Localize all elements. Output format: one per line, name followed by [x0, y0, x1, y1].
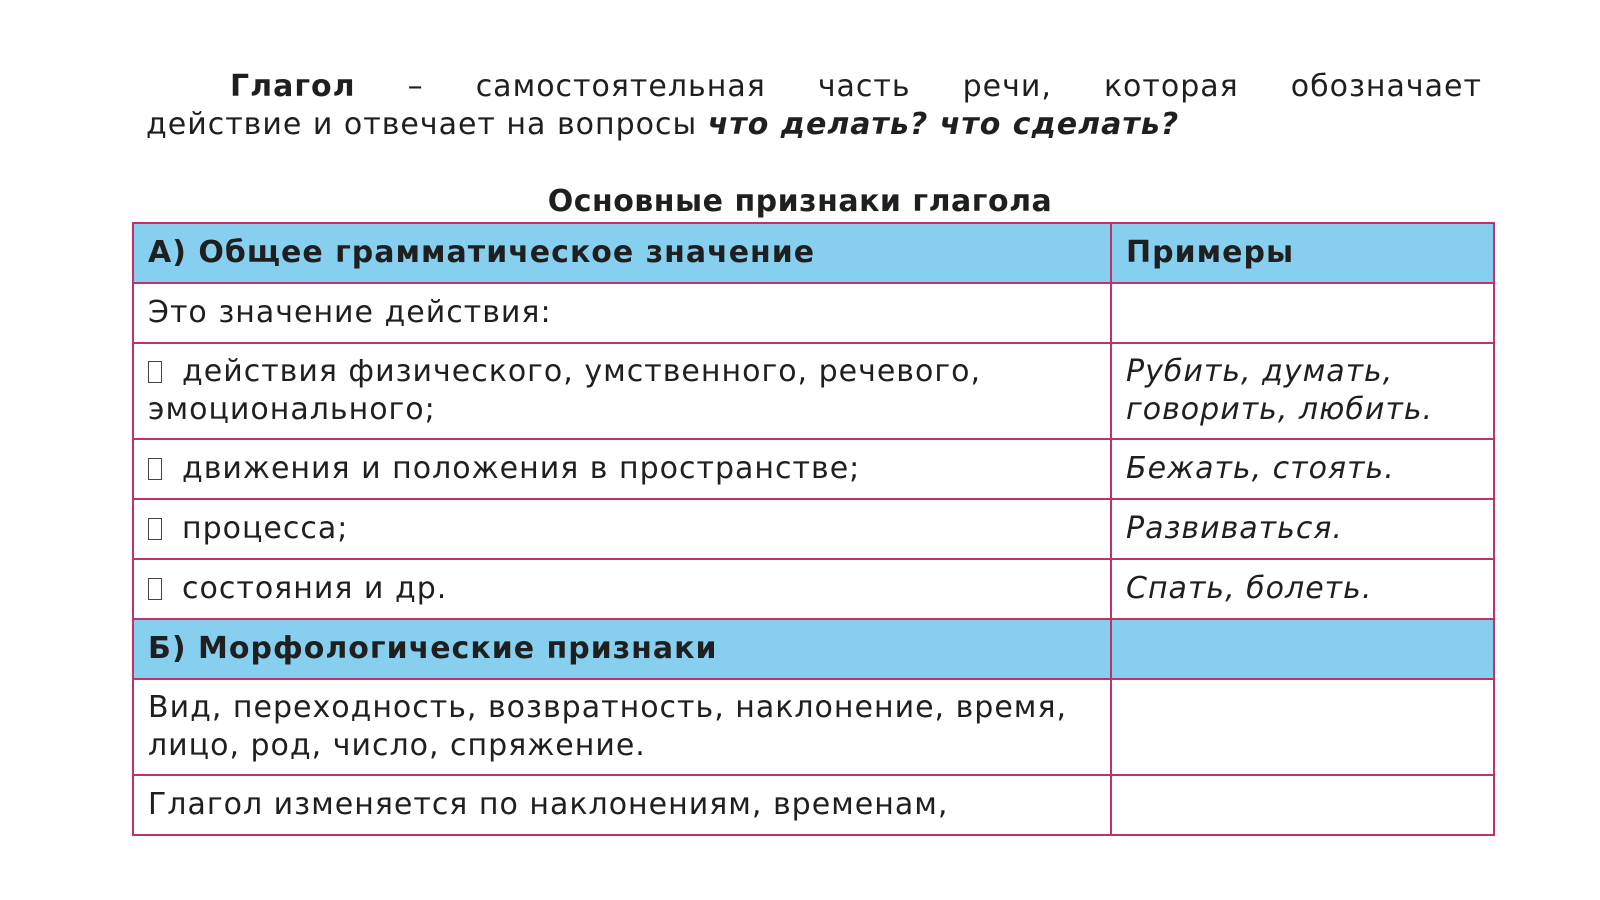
bullet-icon: [148, 518, 162, 540]
definition-paragraph: [146, 68, 1482, 144]
table-title: Основные признаки глагола: [547, 184, 1053, 219]
row-example: Спать, болеть.: [1111, 559, 1494, 619]
definition-line-2: [146, 106, 1482, 144]
table-row: [133, 679, 1494, 775]
row-example: [1111, 679, 1494, 775]
row-text: действия физического, умственного, речевого, эмоционального;: [148, 354, 981, 427]
section-a-header-row: [133, 223, 1494, 283]
bullet-icon: [148, 458, 162, 480]
definition-line-1: [146, 68, 1482, 106]
row-text: состояния и др.: [182, 571, 448, 606]
row-example: Рубить, думать, говорить, любить.: [1111, 343, 1494, 439]
table-row: [133, 775, 1494, 835]
bullet-icon: [148, 361, 162, 383]
definition-word: часть: [817, 69, 911, 104]
definition-word: обозначает: [1290, 69, 1482, 104]
definition-word: речи,: [962, 69, 1052, 104]
row-text: Глагол изменяется по наклонениям, временам,: [133, 775, 1111, 835]
row-cell: [133, 499, 1111, 559]
section-b-examples-header: [1111, 619, 1494, 679]
definition-word: которая: [1103, 69, 1239, 104]
definition-term: Глагол: [230, 69, 356, 104]
table-row: [133, 343, 1494, 439]
table-row: [133, 499, 1494, 559]
row-example: Бежать, стоять.: [1111, 439, 1494, 499]
table-row: [133, 439, 1494, 499]
row-text: движения и положения в пространстве;: [182, 451, 861, 486]
row-cell: [133, 439, 1111, 499]
section-b-header: Б) Морфологические признаки: [133, 619, 1111, 679]
row-text: Это значение действия:: [133, 283, 1111, 343]
row-cell: [133, 343, 1111, 439]
row-cell: [133, 559, 1111, 619]
bullet-icon: [148, 578, 162, 600]
verb-signs-table: [132, 222, 1495, 836]
section-a-header: А) Общее грамматическое значение: [133, 223, 1111, 283]
section-b-header-row: [133, 619, 1494, 679]
definition-dash: –: [407, 69, 424, 104]
row-text: Вид, переходность, возвратность, наклонение, время, лицо, род, число, спряжение.: [133, 679, 1111, 775]
definition-questions: что делать? что сделать?: [707, 107, 1180, 142]
examples-header: Примеры: [1111, 223, 1494, 283]
table-row: [133, 559, 1494, 619]
row-text: процесса;: [182, 511, 349, 546]
row-example: Развиваться.: [1111, 499, 1494, 559]
definition-text: действие и отвечает на вопросы: [146, 107, 708, 142]
row-example: [1111, 283, 1494, 343]
row-example: [1111, 775, 1494, 835]
definition-word: самостоятельная: [475, 69, 766, 104]
table-row: [133, 283, 1494, 343]
